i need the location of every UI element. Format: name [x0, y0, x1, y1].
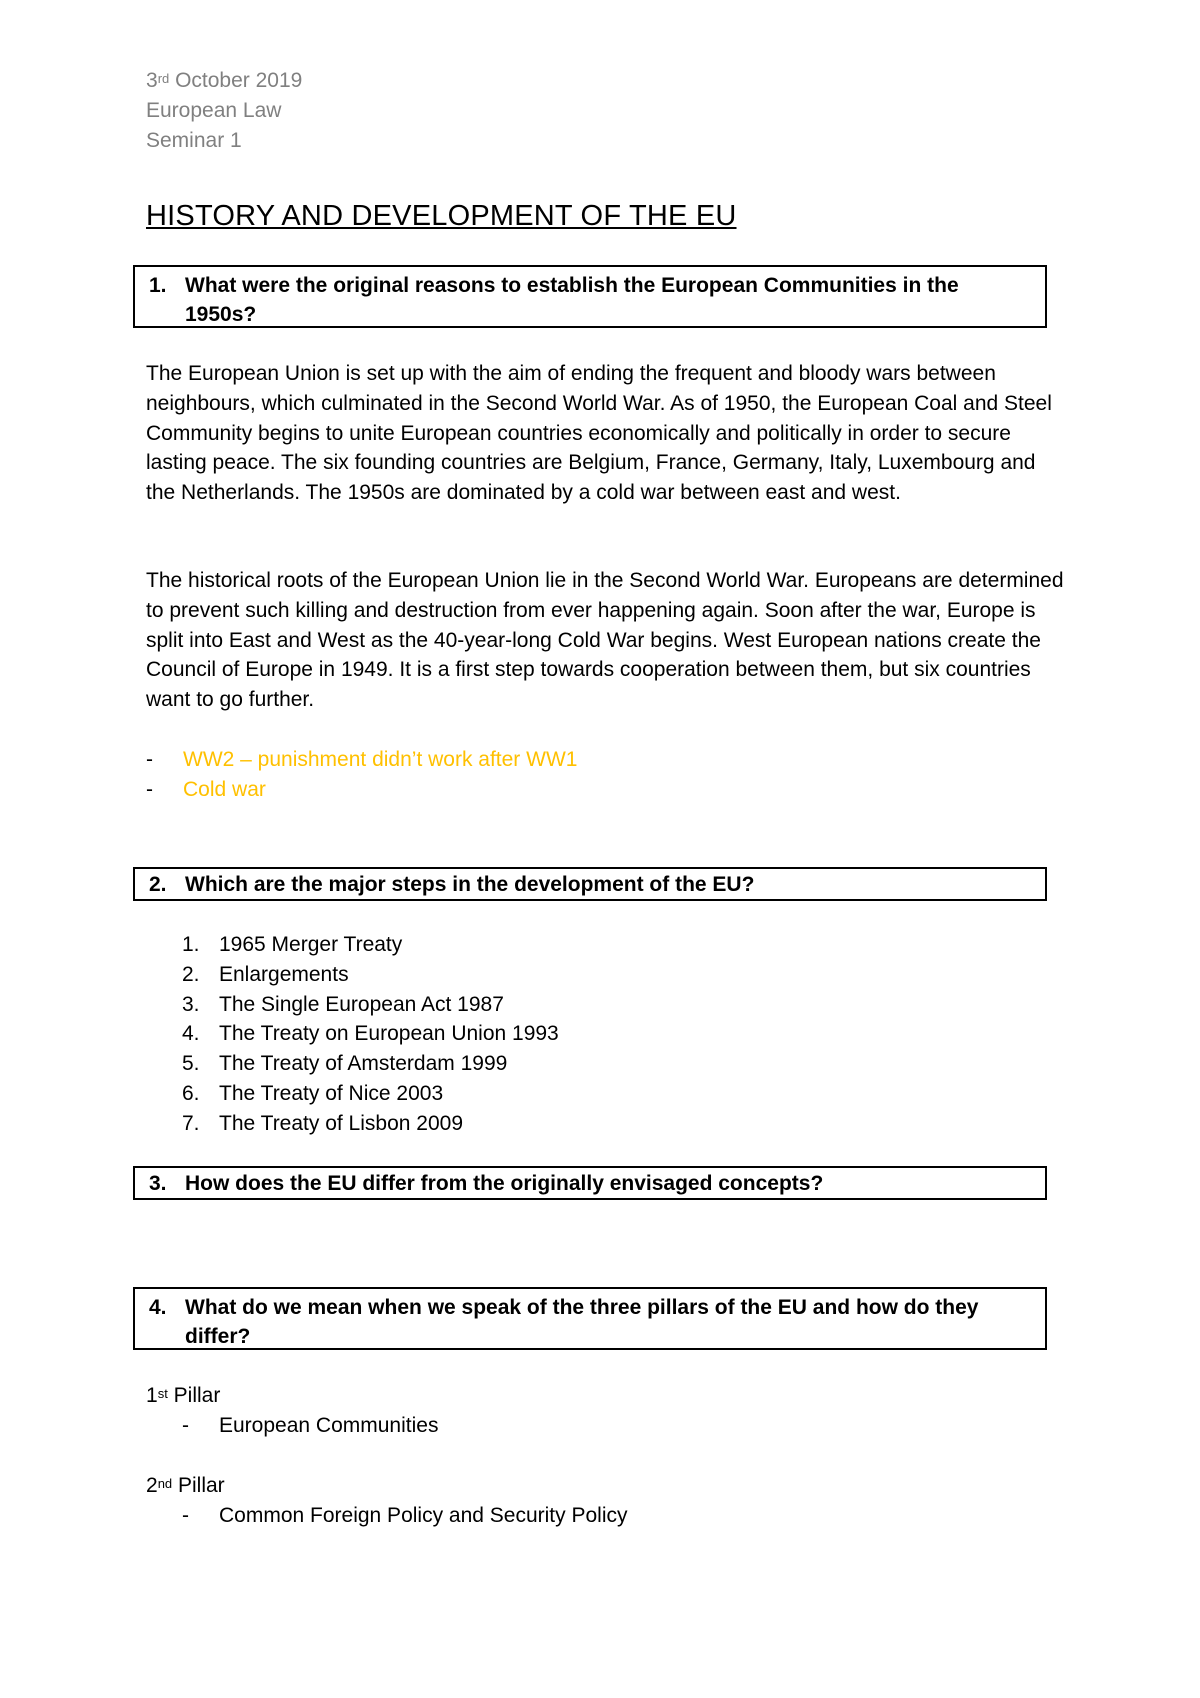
seminar-name: Seminar 1 — [146, 129, 242, 152]
question-1-box — [133, 265, 1047, 328]
question-text: What do we mean when we speak of the three pillars of the EU and how do they differ? — [185, 1296, 979, 1348]
pillar-number: 2 — [146, 1474, 158, 1497]
question-number: 2. — [149, 873, 167, 896]
date-suffix: rd — [157, 71, 170, 86]
pillar-label: Pillar — [172, 1474, 225, 1497]
list-item — [182, 990, 559, 1020]
list-number: 2. — [182, 962, 200, 986]
pillar-2-item — [182, 1501, 628, 1531]
list-number: 4. — [182, 1022, 200, 1046]
list-text: Enlargements — [219, 962, 349, 986]
answer-1-paragraph-2: The historical roots of the European Union lie in the Second World War. Europeans are determined to prevent such killing and destruction from ever happening again. Soon after the war, Europe is split into East and West as the 40-year-long Cold War begins. West European nations create the Council of Europe in 1949. It is a first step towards cooperation between them, but six countries want to go further. — [146, 569, 1064, 712]
list-item — [182, 930, 559, 960]
question-2-box — [133, 867, 1047, 901]
list-number: 6. — [182, 1081, 200, 1105]
bullet-marker: - — [182, 1504, 189, 1527]
list-item — [182, 1079, 559, 1109]
list-item — [182, 1109, 559, 1139]
pillar-suffix: st — [157, 1386, 168, 1401]
date-rest: October 2019 — [169, 69, 303, 92]
question-number: 1. — [149, 274, 167, 297]
list-item — [182, 1049, 559, 1079]
answer-1-bullet-list — [146, 745, 577, 805]
question-number: 4. — [149, 1296, 167, 1319]
question-text: What were the original reasons to establish the European Communities in the 1950s? — [185, 274, 959, 326]
course-name: European Law — [146, 99, 282, 122]
pillar-1-item — [182, 1411, 438, 1441]
list-text: 1965 Merger Treaty — [219, 933, 403, 956]
list-number: 7. — [182, 1111, 200, 1135]
list-number: 1. — [182, 933, 200, 956]
pillar-item-text: European Communities — [219, 1414, 439, 1437]
question-4-box — [133, 1287, 1047, 1350]
pillar-2-heading — [146, 1471, 225, 1501]
bullet-text: Cold war — [183, 777, 266, 801]
list-text: The Single European Act 1987 — [219, 992, 504, 1016]
list-number: 5. — [182, 1052, 200, 1076]
list-text: The Treaty of Amsterdam 1999 — [219, 1052, 508, 1076]
date-line — [146, 66, 302, 96]
list-item — [182, 1019, 559, 1049]
pillar-1-heading — [146, 1381, 220, 1411]
bullet-marker: - — [182, 1414, 189, 1437]
list-number: 3. — [182, 992, 200, 1016]
question-text: How does the EU differ from the originally envisaged concepts? — [185, 1172, 824, 1195]
bullet-marker: - — [146, 777, 153, 801]
bullet-marker: - — [146, 748, 153, 771]
pillar-number: 1 — [146, 1384, 158, 1407]
question-3-box — [133, 1166, 1047, 1200]
question-text: Which are the major steps in the development of the EU? — [185, 873, 755, 896]
list-item — [182, 960, 559, 990]
pillar-label: Pillar — [167, 1384, 221, 1407]
date-day: 3 — [146, 69, 158, 92]
list-text: The Treaty on European Union 1993 — [219, 1022, 559, 1046]
answer-2-steps-list — [182, 930, 559, 1139]
page-title: HISTORY AND DEVELOPMENT OF THE EU — [146, 200, 737, 232]
list-item — [146, 745, 577, 775]
list-text: The Treaty of Lisbon 2009 — [219, 1111, 463, 1135]
question-number: 3. — [149, 1172, 167, 1195]
answer-1-paragraph-1: The European Union is set up with the aim of ending the frequent and bloody wars between neighbours, which culminated in the Second World War. As of 1950, the European Coal and Steel Community begins to unite European countries economically and politically in order to secure lasting peace. The six founding countries are Belgium, France, Germany, Italy, Luxembourg and the Netherlands. The 1950s are dominated by a cold war between east and west. — [146, 362, 1052, 505]
list-text: The Treaty of Nice 2003 — [219, 1081, 444, 1105]
bullet-text: WW2 – punishment didn’t work after WW1 — [183, 748, 578, 771]
pillar-suffix: nd — [157, 1476, 173, 1491]
pillar-item-text: Common Foreign Policy and Security Policy — [219, 1504, 628, 1527]
list-item — [146, 775, 577, 805]
